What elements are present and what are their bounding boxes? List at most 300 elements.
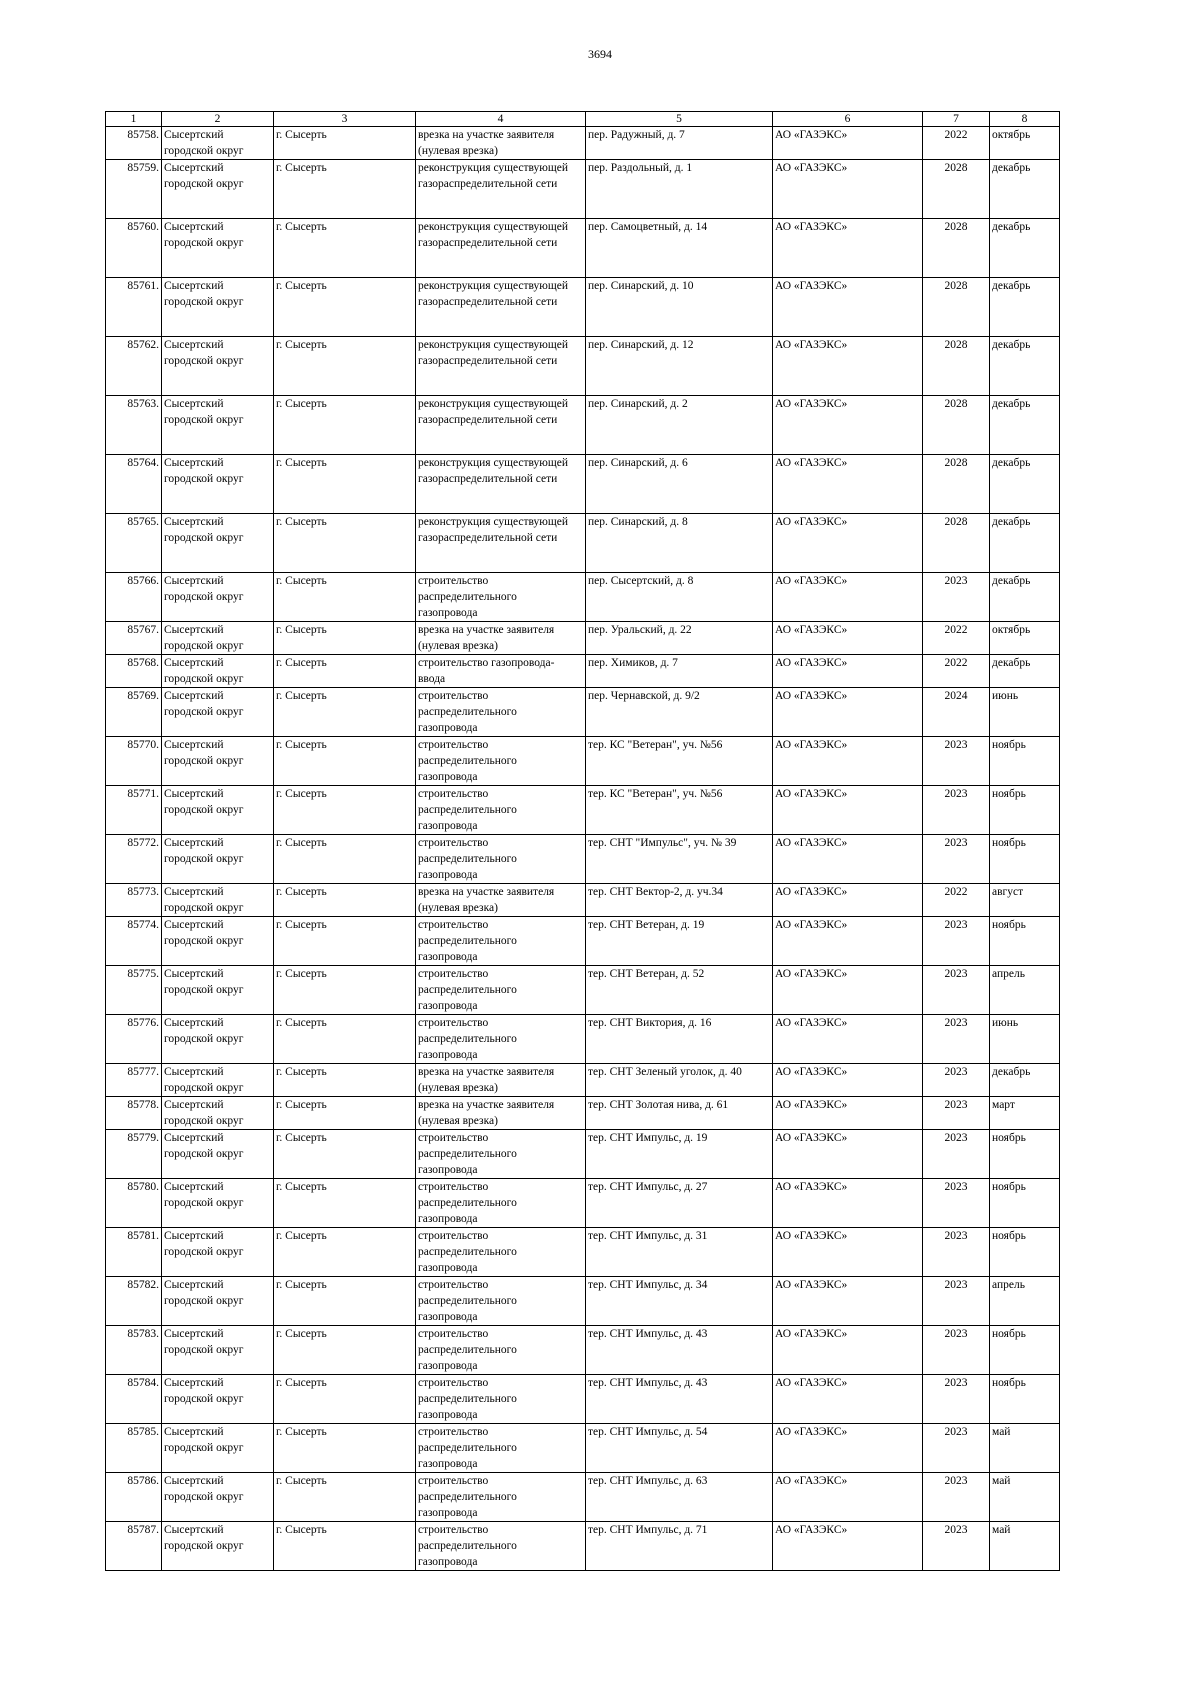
district-cell <box>162 160 274 219</box>
locality-cell <box>274 688 416 737</box>
month-cell <box>990 655 1060 688</box>
address-cell <box>586 1015 773 1064</box>
organization-cell <box>773 127 923 160</box>
year-cell <box>923 396 990 455</box>
work-type-cell-text: врезка на участке заявителя (нулевая врезка) <box>418 1066 555 1094</box>
address-cell <box>586 622 773 655</box>
locality-cell-text: г. Сысерть <box>276 221 327 233</box>
district-cell <box>162 966 274 1015</box>
locality-cell <box>274 1375 416 1424</box>
address-cell <box>586 1064 773 1097</box>
work-type-cell <box>416 1277 586 1326</box>
row-number-text: 85784. <box>127 1377 159 1389</box>
row-number <box>106 1375 162 1424</box>
organization-cell-text: АО «ГАЗЭКС» <box>775 398 848 410</box>
locality-cell <box>274 1228 416 1277</box>
table-row <box>106 127 1060 160</box>
row-number-text: 85775. <box>127 968 159 980</box>
organization-cell <box>773 835 923 884</box>
work-type-cell <box>416 1064 586 1097</box>
row-number <box>106 688 162 737</box>
district-cell-text: Сысертский городской округ <box>164 129 244 157</box>
address-cell <box>586 884 773 917</box>
district-cell-text: Сысертский городской округ <box>164 575 244 603</box>
locality-cell <box>274 917 416 966</box>
month-cell <box>990 337 1060 396</box>
year-cell-text: 2023 <box>944 1099 968 1111</box>
year-cell-text: 2022 <box>944 657 968 669</box>
table-row <box>106 655 1060 688</box>
month-cell-text: декабрь <box>992 280 1031 292</box>
work-type-cell-text: строительство распределительного газопровода <box>418 788 517 832</box>
table-row <box>106 1064 1060 1097</box>
row-number-text: 85766. <box>127 575 159 587</box>
table-row <box>106 1375 1060 1424</box>
month-cell-text: ноябрь <box>992 788 1026 800</box>
district-cell <box>162 1277 274 1326</box>
work-type-cell-text: врезка на участке заявителя (нулевая врезка) <box>418 129 555 157</box>
year-cell-text: 2023 <box>944 1017 968 1029</box>
address-cell-text: тер. СНТ Виктория, д. 16 <box>588 1017 712 1029</box>
district-cell <box>162 573 274 622</box>
month-cell <box>990 1522 1060 1571</box>
year-cell-text: 2028 <box>944 516 968 528</box>
locality-cell-text: г. Сысерть <box>276 837 327 849</box>
organization-cell-text: АО «ГАЗЭКС» <box>775 1426 848 1438</box>
organization-cell <box>773 1228 923 1277</box>
locality-cell <box>274 514 416 573</box>
year-cell <box>923 1473 990 1522</box>
work-type-cell <box>416 1130 586 1179</box>
work-type-cell-text: врезка на участке заявителя (нулевая врезка) <box>418 1099 555 1127</box>
work-type-cell-text: строительство распределительного газопровода <box>418 837 517 881</box>
district-cell-text: Сысертский городской округ <box>164 919 244 947</box>
year-cell-text: 2028 <box>944 221 968 233</box>
year-cell <box>923 337 990 396</box>
organization-cell <box>773 278 923 337</box>
table-row <box>106 1228 1060 1277</box>
locality-cell-text: г. Сысерть <box>276 919 327 931</box>
work-type-cell-text: строительство распределительного газопровода <box>418 1377 517 1421</box>
locality-cell <box>274 1064 416 1097</box>
address-cell <box>586 1097 773 1130</box>
district-cell-text: Сысертский городской округ <box>164 280 244 308</box>
month-cell-text: декабрь <box>992 457 1031 469</box>
row-number <box>106 1522 162 1571</box>
month-cell-text: март <box>992 1099 1015 1111</box>
year-cell <box>923 1097 990 1130</box>
row-number-text: 85778. <box>127 1099 159 1111</box>
year-cell-text: 2023 <box>944 968 968 980</box>
work-type-cell <box>416 622 586 655</box>
work-type-cell <box>416 655 586 688</box>
organization-cell-text: АО «ГАЗЭКС» <box>775 657 848 669</box>
row-number-text: 85758. <box>127 129 159 141</box>
year-cell <box>923 1130 990 1179</box>
year-cell-text: 2022 <box>944 129 968 141</box>
year-cell-text: 2023 <box>944 1475 968 1487</box>
table-row <box>106 1277 1060 1326</box>
month-cell-text: май <box>992 1475 1011 1487</box>
district-cell-text: Сысертский городской округ <box>164 398 244 426</box>
locality-cell-text: г. Сысерть <box>276 1066 327 1078</box>
year-cell-text: 2023 <box>944 575 968 587</box>
row-number <box>106 917 162 966</box>
locality-cell <box>274 219 416 278</box>
locality-cell <box>274 1473 416 1522</box>
address-cell <box>586 278 773 337</box>
locality-cell-text: г. Сысерть <box>276 162 327 174</box>
locality-cell <box>274 884 416 917</box>
month-cell <box>990 966 1060 1015</box>
address-cell-text: пер. Синарский, д. 2 <box>588 398 688 410</box>
table-row <box>106 514 1060 573</box>
district-cell <box>162 688 274 737</box>
table-row <box>106 573 1060 622</box>
month-cell-text: декабрь <box>992 575 1031 587</box>
work-type-cell <box>416 160 586 219</box>
locality-cell <box>274 396 416 455</box>
district-cell <box>162 1064 274 1097</box>
work-type-cell-text: строительство распределительного газопровода <box>418 690 517 734</box>
organization-cell-text: АО «ГАЗЭКС» <box>775 1328 848 1340</box>
month-cell-text: декабрь <box>992 221 1031 233</box>
month-cell-text: декабрь <box>992 516 1031 528</box>
work-type-cell <box>416 396 586 455</box>
column-header: 8 <box>990 112 1060 127</box>
address-cell-text: пер. Синарский, д. 6 <box>588 457 688 469</box>
year-cell <box>923 1326 990 1375</box>
organization-cell-text: АО «ГАЗЭКС» <box>775 1475 848 1487</box>
year-cell-text: 2024 <box>944 690 968 702</box>
column-header: 3 <box>274 112 416 127</box>
work-type-cell <box>416 917 586 966</box>
locality-cell-text: г. Сысерть <box>276 1328 327 1340</box>
address-cell-text: тер. СНТ Зеленый уголок, д. 40 <box>588 1066 742 1078</box>
year-cell <box>923 127 990 160</box>
address-cell <box>586 337 773 396</box>
row-number-text: 85762. <box>127 339 159 351</box>
district-cell-text: Сысертский городской округ <box>164 457 244 485</box>
year-cell-text: 2023 <box>944 1524 968 1536</box>
year-cell-text: 2023 <box>944 739 968 751</box>
month-cell <box>990 573 1060 622</box>
row-number-text: 85772. <box>127 837 159 849</box>
address-cell-text: тер. СНТ Ветеран, д. 19 <box>588 919 705 931</box>
work-type-cell <box>416 514 586 573</box>
work-type-cell <box>416 884 586 917</box>
address-cell <box>586 1130 773 1179</box>
page-number: 3694 <box>588 47 612 61</box>
table-row <box>106 396 1060 455</box>
work-type-cell <box>416 1326 586 1375</box>
year-cell-text: 2023 <box>944 788 968 800</box>
work-type-cell <box>416 688 586 737</box>
work-type-cell-text: строительство распределительного газопровода <box>418 1017 517 1061</box>
row-number-text: 85765. <box>127 516 159 528</box>
locality-cell <box>274 127 416 160</box>
district-cell-text: Сысертский городской округ <box>164 1181 244 1209</box>
row-number-text: 85771. <box>127 788 159 800</box>
row-number-text: 85782. <box>127 1279 159 1291</box>
table-row <box>106 737 1060 786</box>
row-number-text: 85773. <box>127 886 159 898</box>
row-number-text: 85768. <box>127 657 159 669</box>
locality-cell <box>274 1277 416 1326</box>
table-row <box>106 1326 1060 1375</box>
organization-cell <box>773 1179 923 1228</box>
district-cell-text: Сысертский городской округ <box>164 1475 244 1503</box>
month-cell <box>990 514 1060 573</box>
address-cell <box>586 1473 773 1522</box>
organization-cell <box>773 1015 923 1064</box>
locality-cell-text: г. Сысерть <box>276 1279 327 1291</box>
work-type-cell <box>416 737 586 786</box>
district-cell <box>162 1326 274 1375</box>
address-cell <box>586 655 773 688</box>
organization-cell <box>773 966 923 1015</box>
locality-cell <box>274 835 416 884</box>
year-cell <box>923 278 990 337</box>
locality-cell-text: г. Сысерть <box>276 1132 327 1144</box>
month-cell-text: июнь <box>992 1017 1019 1029</box>
year-cell-text: 2023 <box>944 1181 968 1193</box>
work-type-cell <box>416 219 586 278</box>
year-cell-text: 2023 <box>944 1377 968 1389</box>
work-type-cell-text: строительство газопровода- ввода <box>418 657 555 685</box>
row-number <box>106 737 162 786</box>
work-type-cell-text: строительство распределительного газопровода <box>418 1279 517 1323</box>
organization-cell-text: АО «ГАЗЭКС» <box>775 1377 848 1389</box>
work-type-cell-text: строительство распределительного газопровода <box>418 739 517 783</box>
address-cell-text: тер. СНТ Импульс, д. 63 <box>588 1475 708 1487</box>
row-number <box>106 835 162 884</box>
month-cell-text: апрель <box>992 1279 1025 1291</box>
month-cell <box>990 127 1060 160</box>
work-type-cell-text: реконструкция существующей газораспределительной сети <box>418 457 569 485</box>
gasification-table <box>105 111 1060 1571</box>
year-cell-text: 2028 <box>944 339 968 351</box>
district-cell-text: Сысертский городской округ <box>164 221 244 249</box>
address-cell <box>586 1326 773 1375</box>
organization-cell-text: АО «ГАЗЭКС» <box>775 1279 848 1291</box>
district-cell <box>162 337 274 396</box>
organization-cell-text: АО «ГАЗЭКС» <box>775 1099 848 1111</box>
organization-cell <box>773 1375 923 1424</box>
row-number <box>106 1015 162 1064</box>
organization-cell <box>773 396 923 455</box>
district-cell-text: Сысертский городской округ <box>164 1524 244 1552</box>
row-number-text: 85764. <box>127 457 159 469</box>
organization-cell <box>773 622 923 655</box>
work-type-cell-text: реконструкция существующей газораспределительной сети <box>418 221 569 249</box>
address-cell <box>586 1424 773 1473</box>
address-cell <box>586 737 773 786</box>
organization-cell <box>773 884 923 917</box>
organization-cell <box>773 1097 923 1130</box>
organization-cell-text: АО «ГАЗЭКС» <box>775 624 848 636</box>
month-cell-text: май <box>992 1426 1011 1438</box>
row-number-text: 85761. <box>127 280 159 292</box>
locality-cell <box>274 655 416 688</box>
month-cell <box>990 1179 1060 1228</box>
work-type-cell <box>416 835 586 884</box>
locality-cell <box>274 337 416 396</box>
work-type-cell-text: строительство распределительного газопровода <box>418 1475 517 1519</box>
table-row <box>106 835 1060 884</box>
district-cell <box>162 219 274 278</box>
year-cell <box>923 455 990 514</box>
column-header: 7 <box>923 112 990 127</box>
address-cell <box>586 917 773 966</box>
address-cell <box>586 514 773 573</box>
year-cell <box>923 1522 990 1571</box>
address-cell-text: тер. КС "Ветеран", уч. №56 <box>588 788 723 800</box>
locality-cell <box>274 160 416 219</box>
locality-cell-text: г. Сысерть <box>276 690 327 702</box>
row-number-text: 85786. <box>127 1475 159 1487</box>
work-type-cell <box>416 1375 586 1424</box>
organization-cell <box>773 786 923 835</box>
work-type-cell <box>416 127 586 160</box>
district-cell <box>162 1424 274 1473</box>
row-number <box>106 884 162 917</box>
work-type-cell-text: строительство распределительного газопровода <box>418 919 517 963</box>
month-cell <box>990 160 1060 219</box>
locality-cell-text: г. Сысерть <box>276 1524 327 1536</box>
year-cell <box>923 786 990 835</box>
year-cell <box>923 966 990 1015</box>
row-number <box>106 622 162 655</box>
column-header: 5 <box>586 112 773 127</box>
address-cell-text: тер. СНТ Импульс, д. 43 <box>588 1377 708 1389</box>
address-cell-text: тер. СНТ Ветеран, д. 52 <box>588 968 705 980</box>
address-cell-text: тер. СНТ Золотая нива, д. 61 <box>588 1099 729 1111</box>
district-cell-text: Сысертский городской округ <box>164 1066 244 1094</box>
table-row <box>106 1130 1060 1179</box>
table-row <box>106 278 1060 337</box>
organization-cell-text: АО «ГАЗЭКС» <box>775 690 848 702</box>
locality-cell-text: г. Сысерть <box>276 968 327 980</box>
work-type-cell-text: врезка на участке заявителя (нулевая врезка) <box>418 886 555 914</box>
table-row <box>106 688 1060 737</box>
work-type-cell-text: строительство распределительного газопровода <box>418 1132 517 1176</box>
month-cell <box>990 737 1060 786</box>
address-cell <box>586 396 773 455</box>
work-type-cell <box>416 1228 586 1277</box>
row-number <box>106 1473 162 1522</box>
row-number-text: 85777. <box>127 1066 159 1078</box>
table-row <box>106 1097 1060 1130</box>
year-cell <box>923 1179 990 1228</box>
address-cell-text: тер. СНТ Импульс, д. 31 <box>588 1230 708 1242</box>
month-cell-text: август <box>992 886 1024 898</box>
work-type-cell-text: строительство распределительного газопровода <box>418 1181 517 1225</box>
district-cell <box>162 1522 274 1571</box>
row-number <box>106 1228 162 1277</box>
year-cell-text: 2022 <box>944 624 968 636</box>
work-type-cell-text: реконструкция существующей газораспределительной сети <box>418 280 569 308</box>
row-number-text: 85779. <box>127 1132 159 1144</box>
locality-cell-text: г. Сысерть <box>276 457 327 469</box>
organization-cell-text: АО «ГАЗЭКС» <box>775 280 848 292</box>
month-cell-text: июнь <box>992 690 1019 702</box>
column-number-header <box>106 112 1060 127</box>
locality-cell-text: г. Сысерть <box>276 1377 327 1389</box>
month-cell-text: декабрь <box>992 398 1031 410</box>
year-cell <box>923 917 990 966</box>
organization-cell <box>773 1424 923 1473</box>
locality-cell-text: г. Сысерть <box>276 280 327 292</box>
district-cell <box>162 737 274 786</box>
organization-cell <box>773 655 923 688</box>
column-header: 6 <box>773 112 923 127</box>
address-cell-text: пер. Чернавской, д. 9/2 <box>588 690 700 702</box>
column-header: 2 <box>162 112 274 127</box>
month-cell-text: ноябрь <box>992 1230 1026 1242</box>
table-row <box>106 1473 1060 1522</box>
organization-cell <box>773 688 923 737</box>
row-number-text: 85767. <box>127 624 159 636</box>
locality-cell <box>274 1522 416 1571</box>
address-cell <box>586 573 773 622</box>
year-cell <box>923 160 990 219</box>
table-row <box>106 622 1060 655</box>
address-cell-text: тер. СНТ Импульс, д. 34 <box>588 1279 708 1291</box>
locality-cell <box>274 966 416 1015</box>
locality-cell-text: г. Сысерть <box>276 886 327 898</box>
table-row <box>106 917 1060 966</box>
address-cell <box>586 1179 773 1228</box>
row-number <box>106 337 162 396</box>
work-type-cell-text: строительство распределительного газопровода <box>418 1524 517 1568</box>
month-cell <box>990 1130 1060 1179</box>
address-cell <box>586 160 773 219</box>
locality-cell-text: г. Сысерть <box>276 624 327 636</box>
district-cell <box>162 455 274 514</box>
month-cell <box>990 278 1060 337</box>
locality-cell-text: г. Сысерть <box>276 1475 327 1487</box>
month-cell-text: декабрь <box>992 657 1031 669</box>
district-cell <box>162 1130 274 1179</box>
organization-cell <box>773 1326 923 1375</box>
year-cell-text: 2023 <box>944 1066 968 1078</box>
district-cell <box>162 1097 274 1130</box>
table-row <box>106 160 1060 219</box>
work-type-cell <box>416 1424 586 1473</box>
month-cell <box>990 1375 1060 1424</box>
table-row <box>106 455 1060 514</box>
work-type-cell <box>416 786 586 835</box>
year-cell <box>923 655 990 688</box>
organization-cell-text: АО «ГАЗЭКС» <box>775 221 848 233</box>
address-cell <box>586 1277 773 1326</box>
locality-cell-text: г. Сысерть <box>276 398 327 410</box>
row-number <box>106 966 162 1015</box>
locality-cell-text: г. Сысерть <box>276 516 327 528</box>
organization-cell <box>773 337 923 396</box>
year-cell <box>923 1015 990 1064</box>
district-cell-text: Сысертский городской округ <box>164 339 244 367</box>
month-cell <box>990 1015 1060 1064</box>
year-cell-text: 2022 <box>944 886 968 898</box>
work-type-cell-text: реконструкция существующей газораспределительной сети <box>418 162 569 190</box>
district-cell <box>162 1015 274 1064</box>
month-cell <box>990 786 1060 835</box>
organization-cell-text: АО «ГАЗЭКС» <box>775 837 848 849</box>
row-number-text: 85763. <box>127 398 159 410</box>
year-cell-text: 2023 <box>944 919 968 931</box>
